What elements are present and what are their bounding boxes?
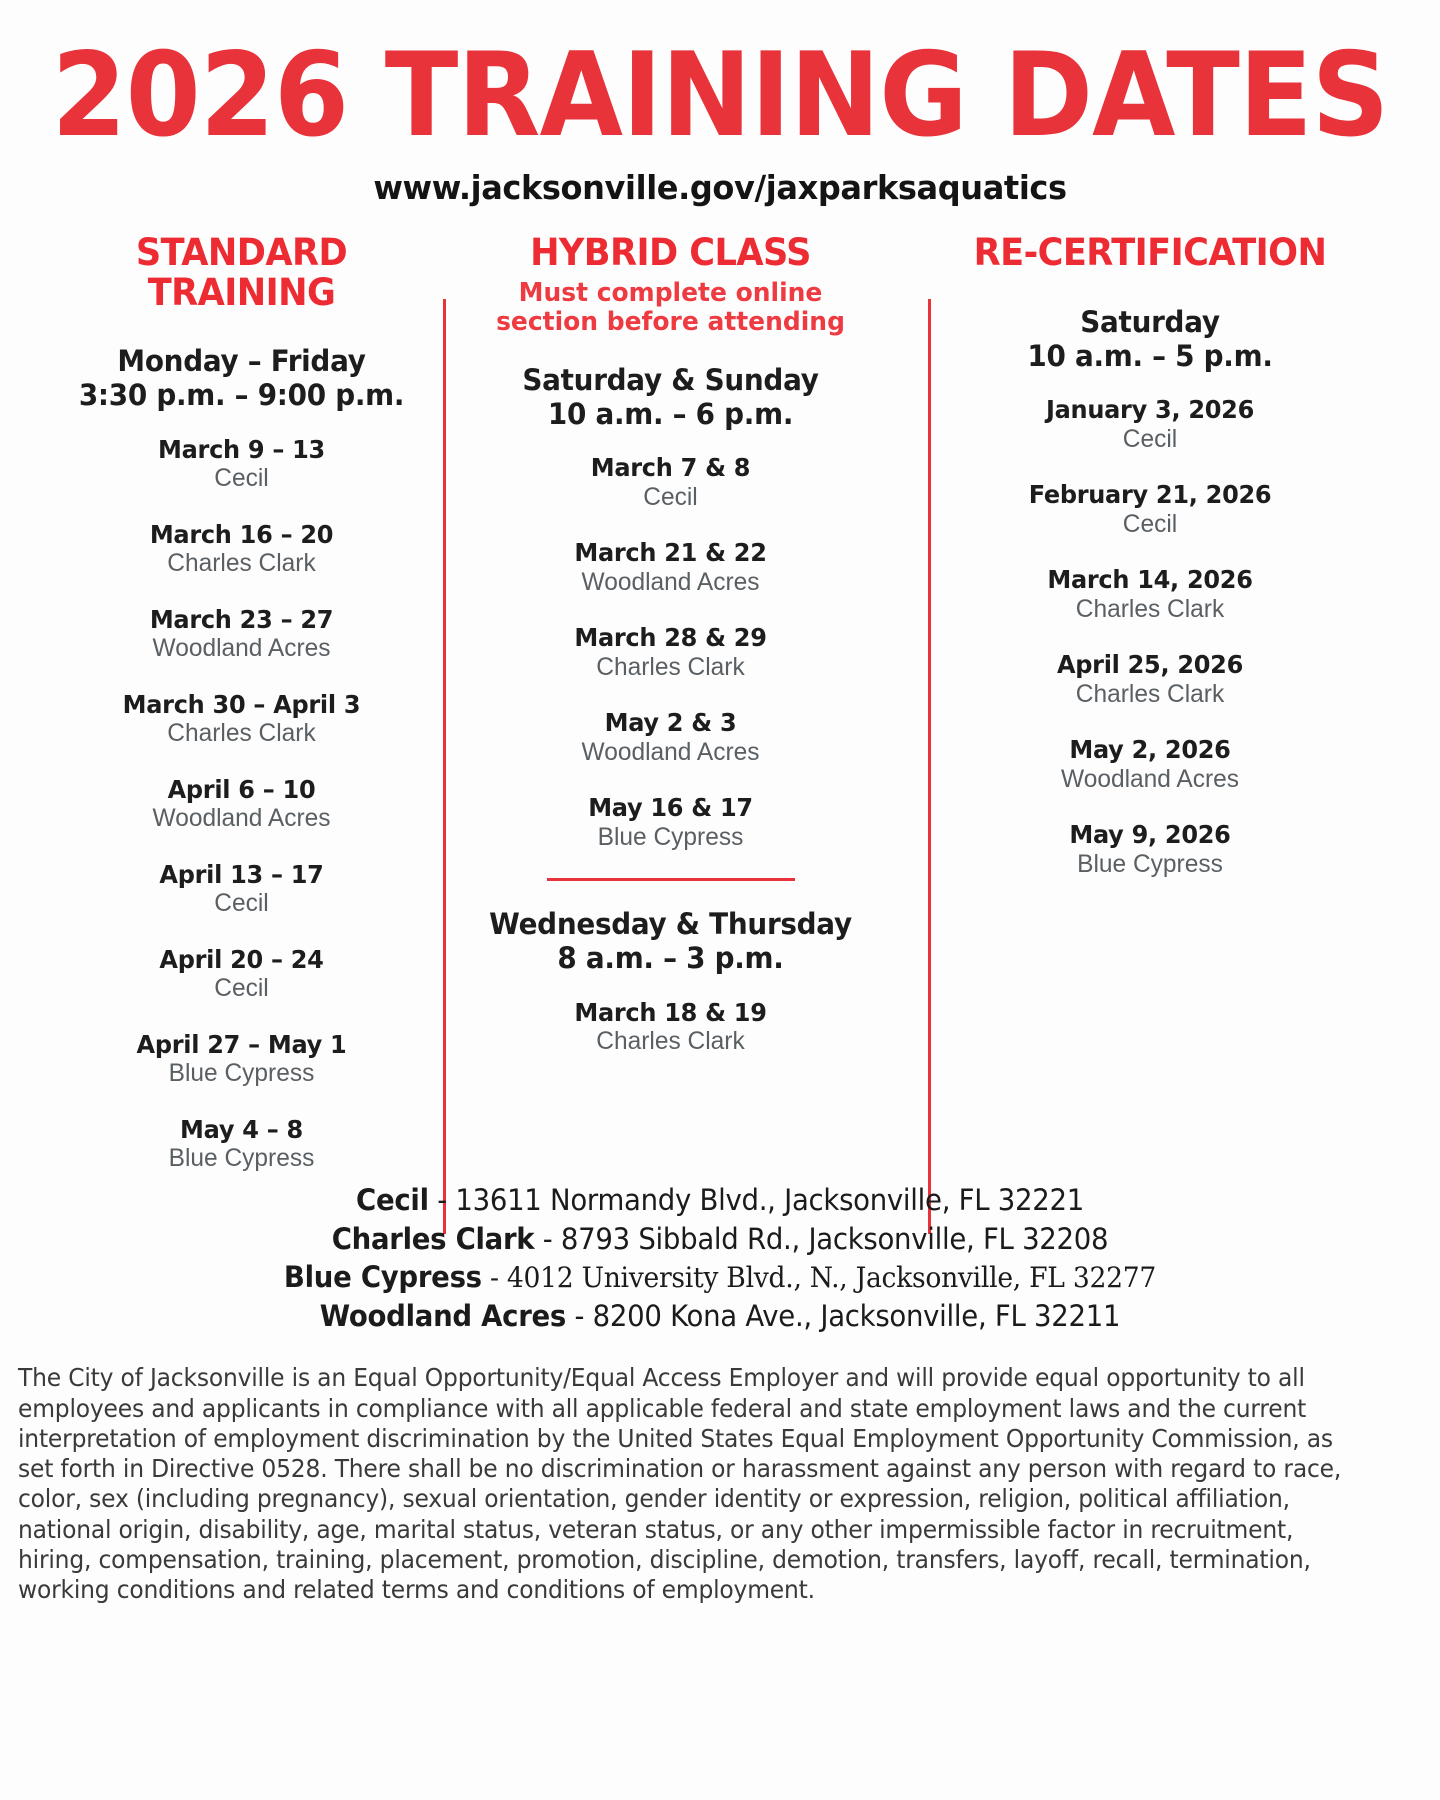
column-heading-recert: RE-CERTIFICATION bbox=[973, 231, 1327, 274]
schedule-entry bbox=[58, 775, 425, 834]
eeo-disclaimer: The City of Jacksonville is an Equal Opportunity/Equal Access Employer and will provide equal opportunity to all employees and applicants in compliance with all applicable federal and state employment laws and the current interpretation of employment discrimination by the United States Equal Employment Opportunity Commission, as set forth in Directive 0528. There shall be no discrimination or harassment against any person with regard to race, color, sex (including pregnancy), sexual orientation, gender identity or expression, religion, political affiliation, national origin, disability, age, marital status, veteran status, or any other impermissible factor in recruitment, hiring, compensation, training, placement, promotion, discipline, demotion, transfers, layoff, recall, termination, working conditions and related terms and conditions of employment. bbox=[18, 1363, 1342, 1604]
schedule-entry bbox=[465, 998, 876, 1057]
column-subnote-hybrid: Must complete online section before attending bbox=[496, 277, 845, 337]
entry-list bbox=[920, 395, 1380, 879]
schedule-entry bbox=[58, 690, 425, 749]
address-street: - 13611 Normandy Blvd., Jacksonville, FL 32221 bbox=[428, 1183, 1084, 1217]
schedule-days: Saturday bbox=[1080, 304, 1220, 339]
groups-standard bbox=[58, 344, 425, 1173]
schedule-entry bbox=[920, 650, 1380, 709]
schedule-entry bbox=[465, 623, 876, 682]
address-facility-name: Charles Clark bbox=[331, 1221, 535, 1256]
entry-location: Charles Clark bbox=[596, 652, 745, 681]
schedule-entry bbox=[58, 435, 425, 494]
page-title: 2026 TRAINING DATES bbox=[51, 28, 1389, 163]
entry-list bbox=[58, 435, 425, 1174]
group-schedule bbox=[929, 305, 1371, 373]
address-line bbox=[36, 1181, 1404, 1220]
schedule-time: 8 a.m. – 3 p.m. bbox=[557, 941, 784, 976]
groups-recert bbox=[920, 305, 1380, 879]
location-addresses bbox=[0, 1181, 1440, 1335]
entry-date: March 21 & 22 bbox=[574, 538, 767, 568]
schedule-entry bbox=[465, 453, 876, 512]
group-schedule bbox=[65, 344, 417, 412]
schedule-entry bbox=[58, 945, 425, 1004]
schedule-time: 10 a.m. – 6 p.m. bbox=[547, 397, 794, 432]
entry-date: April 25, 2026 bbox=[1056, 650, 1244, 680]
entry-list bbox=[465, 998, 876, 1057]
entry-location: Blue Cypress bbox=[168, 1144, 315, 1173]
group-divider bbox=[547, 878, 795, 881]
entry-location: Charles Clark bbox=[167, 719, 316, 748]
entry-date: April 6 – 10 bbox=[167, 774, 316, 804]
column-hybrid-class bbox=[443, 233, 898, 1173]
schedule-days: Monday – Friday bbox=[117, 344, 366, 379]
entry-date: March 14, 2026 bbox=[1047, 565, 1253, 595]
schedule-entry bbox=[920, 395, 1380, 454]
entry-location: Blue Cypress bbox=[597, 822, 744, 851]
schedule-days: Wednesday & Thursday bbox=[489, 907, 852, 942]
entry-date: May 2, 2026 bbox=[1069, 735, 1231, 765]
entry-date: March 28 & 29 bbox=[574, 623, 767, 653]
schedule-entry bbox=[920, 480, 1380, 539]
entry-location: Charles Clark bbox=[1075, 594, 1225, 623]
schedule-entry bbox=[920, 565, 1380, 624]
schedule-time: 3:30 p.m. – 9:00 p.m. bbox=[78, 378, 405, 413]
address-facility-name: Woodland Acres bbox=[319, 1298, 567, 1333]
schedule-entry bbox=[58, 860, 425, 919]
column-heading-standard: STANDARD TRAINING bbox=[135, 231, 348, 314]
entry-location: Cecil bbox=[643, 482, 698, 511]
group-schedule bbox=[473, 907, 868, 975]
schedule-entry bbox=[58, 605, 425, 664]
entry-location: Cecil bbox=[214, 464, 269, 493]
entry-location: Woodland Acres bbox=[581, 567, 760, 596]
entry-location: Woodland Acres bbox=[152, 634, 331, 663]
schedule-entry bbox=[465, 538, 876, 597]
column-standard-training bbox=[58, 233, 443, 1173]
address-line bbox=[36, 1258, 1404, 1297]
schedule-columns bbox=[0, 233, 1440, 1173]
entry-location: Charles Clark bbox=[596, 1027, 745, 1056]
entry-location: Blue Cypress bbox=[1077, 849, 1223, 878]
entry-date: May 4 – 8 bbox=[180, 1114, 303, 1144]
address-street: - 4012 University Blvd., N., Jacksonville, FL 32277 bbox=[481, 1261, 1157, 1295]
entry-location: Woodland Acres bbox=[581, 737, 760, 766]
entry-date: January 3, 2026 bbox=[1046, 395, 1254, 425]
group-schedule bbox=[473, 363, 868, 431]
entry-date: April 20 – 24 bbox=[159, 944, 324, 974]
schedule-entry bbox=[465, 793, 876, 852]
groups-hybrid bbox=[465, 363, 876, 1057]
entry-location: Cecil bbox=[1122, 424, 1178, 453]
entry-date: May 16 & 17 bbox=[588, 793, 753, 823]
entry-location: Cecil bbox=[214, 974, 269, 1003]
entry-date: March 7 & 8 bbox=[590, 453, 751, 483]
entry-date: April 27 – May 1 bbox=[136, 1029, 347, 1059]
entry-date: March 30 – April 3 bbox=[122, 689, 361, 719]
address-street: - 8793 Sibbald Rd., Jacksonville, FL 32208 bbox=[534, 1221, 1109, 1256]
entry-date: May 9, 2026 bbox=[1069, 820, 1231, 850]
schedule-entry bbox=[58, 1115, 425, 1174]
column-recertification bbox=[898, 233, 1380, 1173]
entry-date: March 18 & 19 bbox=[574, 997, 767, 1027]
schedule-time: 10 a.m. – 5 p.m. bbox=[1027, 338, 1273, 373]
entry-location: Cecil bbox=[1122, 509, 1178, 538]
address-facility-name: Blue Cypress bbox=[283, 1260, 482, 1295]
schedule-entry bbox=[465, 708, 876, 767]
column-heading-hybrid: HYBRID CLASS bbox=[530, 231, 811, 274]
entry-date: March 23 – 27 bbox=[149, 604, 334, 634]
schedule-entry bbox=[58, 520, 425, 579]
entry-date: March 9 – 13 bbox=[158, 434, 325, 464]
entry-location: Cecil bbox=[214, 889, 269, 918]
entry-date: February 21, 2026 bbox=[1028, 480, 1272, 510]
schedule-entry bbox=[58, 1030, 425, 1089]
entry-location: Blue Cypress bbox=[168, 1059, 315, 1088]
schedule-entry bbox=[920, 735, 1380, 794]
schedule-days: Saturday & Sunday bbox=[522, 362, 819, 397]
entry-list bbox=[465, 453, 876, 852]
website-url: www.jacksonville.gov/jaxparksaquatics bbox=[373, 168, 1067, 207]
entry-location: Charles Clark bbox=[1075, 679, 1225, 708]
entry-date: March 16 – 20 bbox=[149, 519, 334, 549]
schedule-entry bbox=[920, 820, 1380, 879]
entry-date: April 13 – 17 bbox=[159, 859, 324, 889]
address-street: - 8200 Kona Ave., Jacksonville, FL 32211 bbox=[566, 1298, 1121, 1333]
address-line bbox=[36, 1220, 1404, 1259]
entry-location: Charles Clark bbox=[167, 549, 316, 578]
address-facility-name: Cecil bbox=[356, 1183, 429, 1217]
address-line bbox=[36, 1297, 1404, 1336]
entry-location: Woodland Acres bbox=[1061, 764, 1239, 793]
entry-location: Woodland Acres bbox=[152, 804, 331, 833]
entry-date: May 2 & 3 bbox=[604, 708, 737, 738]
